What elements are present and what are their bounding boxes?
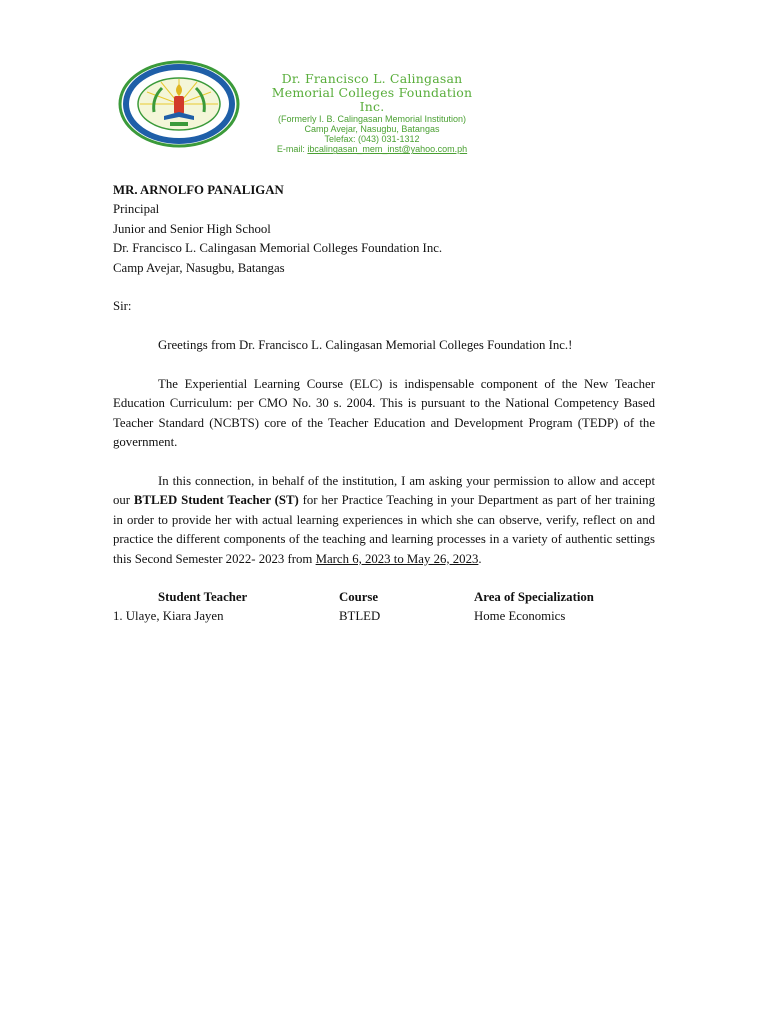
greeting-paragraph: Greetings from Dr. Francisco L. Calingasan Memorial Colleges Foundation Inc.!: [158, 338, 573, 353]
cell-student-teacher: 1. Ulaye, Kiara Jayen: [113, 609, 224, 624]
request-dates: March 6, 2023 to May 26, 2023: [315, 551, 479, 566]
letterhead: [262, 72, 482, 154]
recipient-address: Camp Avejar, Nasugbu, Batangas: [113, 260, 285, 275]
student-teacher-table: [113, 588, 655, 627]
letterhead-address: Camp Avejar, Nasugbu, Batangas: [304, 124, 440, 135]
cell-area: Home Economics: [474, 609, 566, 624]
elc-paragraph: The Experiential Learning Course (ELC) is indispensable component of the New Teacher Education Curriculum: per CMO No. 30 s. 2004. This is pursuant to the National Competency Based Teacher Standard (NCBTS) core of the Teacher Education and Development Program (TEDP) of the government.: [113, 377, 655, 450]
request-text-1: In this connection, in behalf of the institution, I am asking your permission to allow and accept our: [113, 474, 655, 508]
email-line: [262, 144, 482, 154]
school-seal-icon: [118, 60, 240, 148]
institution-name-line2: Memorial Colleges Foundation Inc.: [271, 85, 473, 114]
cell-course: BTLED: [339, 609, 381, 624]
email-link[interactable]: ibcalingasan_mem_inst@yahoo.com.ph: [307, 144, 468, 155]
header-student-teacher: Student Teacher: [158, 590, 248, 605]
email-label: E-mail:: [276, 144, 308, 155]
letter-body: [113, 181, 655, 627]
header-course: Course: [339, 590, 379, 605]
formerly-line: (Formerly I. B. Calingasan Memorial Institution): [277, 114, 467, 124]
institution-name-line1: Dr. Francisco L. Calingasan: [281, 71, 463, 86]
salutation: Sir:: [113, 299, 132, 314]
table-row: [113, 607, 655, 626]
recipient-department: Junior and Senior High School: [113, 221, 271, 236]
request-text-2: for her Practice Teaching in your Department as part of her training in order to provide her with actual learning experiences in which she can observe, verify, reflect on and practice the different components of the teaching and learning processes in a variety of authentic settings this Second Semester 2022- 2023 from: [113, 493, 655, 566]
recipient-institution: Dr. Francisco L. Calingasan Memorial Colleges Foundation Inc.: [113, 241, 443, 256]
request-paragraph: [113, 472, 655, 569]
request-end: .: [478, 551, 482, 566]
request-bold-text: BTLED Student Teacher (ST): [133, 493, 299, 508]
table-header-row: [113, 588, 655, 607]
recipient-title: Principal: [113, 202, 160, 217]
telefax: Telefax: (043) 031-1312: [324, 134, 420, 145]
recipient-name: MR. ARNOLFO PANALIGAN: [113, 183, 284, 197]
header-area: Area of Specialization: [474, 590, 594, 605]
